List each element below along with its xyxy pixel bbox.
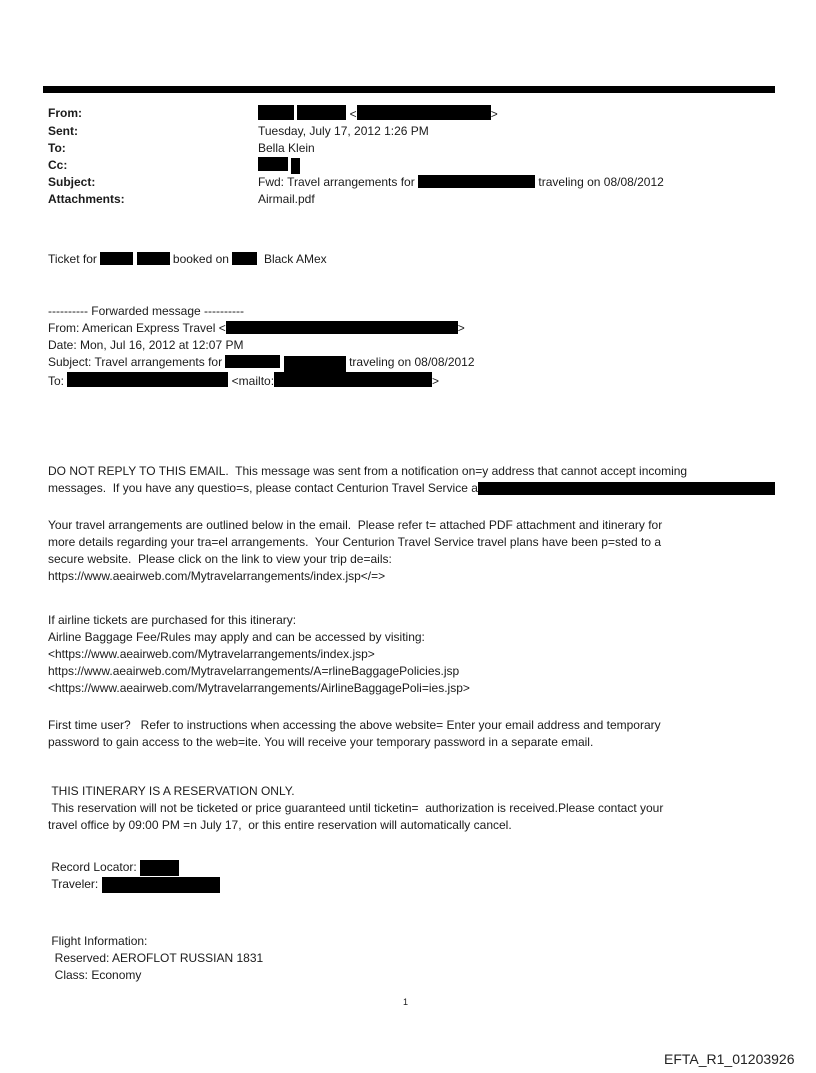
bates-number: EFTA_R1_01203926 [664,1051,795,1067]
text-line [48,372,475,390]
text-run: Reserved: AEROFLOT RUSSIAN 1831 [48,951,264,965]
text-run: Traveler: [48,877,102,891]
header-field-subject [48,174,664,191]
text-run: From: American Express Travel < [48,321,226,335]
text-run: This reservation will not be ticketed or price guaranteed until ticketin= authorization is received.Please contact your [48,801,664,815]
text-line [48,646,470,663]
text-line [48,859,220,876]
text-line [48,463,775,480]
text-run: > [457,321,465,335]
text-line [48,568,662,585]
arrangements-paragraph [48,517,662,585]
text-run: travel office by 09:00 PM =n July 17, or this entire reservation will automatically cancel. [48,818,512,832]
header-field-to [48,140,664,157]
text-line [48,629,470,646]
text-line [48,534,662,551]
redaction-bar [284,356,346,372]
text-line [48,967,263,984]
text-run: Date: Mon, Jul 16, 2012 at 12:07 PM [48,338,244,352]
header-field-value [258,105,498,123]
text-run: Flight Information: [48,934,148,948]
text-run: If airline tickets are purchased for this itinerary: [48,613,297,627]
header-field-value [258,174,664,191]
flight-information-block [48,933,263,984]
text-run: Black AMex [257,252,327,266]
text-line [48,800,663,817]
text-line [48,876,220,893]
text-line [48,933,263,950]
redaction-bar [297,105,346,120]
redaction-bar [226,321,458,334]
text-line [48,950,263,967]
text-line [48,734,661,751]
header-field-label: Sent: [48,124,78,138]
text-run: Airline Baggage Fee/Rules may apply and can be accessed by visiting: [48,630,425,644]
redaction-bar [100,252,133,265]
text-run: Airmail.pdf [258,192,315,206]
header-field-cc [48,157,664,174]
text-run: Class: Economy [48,968,142,982]
text-run: messages. If you have any questio=s, please contact Centurion Travel Service a [48,481,478,495]
text-line [48,354,475,372]
text-run: Ticket for [48,252,101,266]
redaction-bar [274,372,432,387]
redaction-bar [232,252,257,265]
text-run: Subject: Travel arrangements for [48,355,226,369]
text-run: https://www.aeairweb.com/Mytravelarrangements/A=rlineBaggagePolicies.jsp [48,664,460,678]
ticket-note [48,251,327,268]
text-run: To: [48,374,68,388]
text-run: < [346,107,357,121]
email-header [48,105,664,208]
redaction-bar [478,482,775,495]
text-run: booked on [169,252,233,266]
text-run: Bella Klein [258,141,315,155]
text-run: Record Locator: [48,860,141,874]
text-run: password to gain access to the web=ite. You will receive your temporary password in a separate email. [48,735,594,749]
redaction-bar [291,158,300,174]
header-field-label: Subject: [48,175,96,189]
header-field-value [258,191,315,208]
text-run: traveling on 08/08/2012 [535,175,664,189]
record-locator-block [48,859,220,893]
baggage-paragraph [48,612,470,697]
text-run: https://www.aeairweb.com/Mytravelarrangements/index.jsp</=> [48,569,386,583]
header-field-from [48,105,664,123]
text-run: ---------- Forwarded message ---------- [48,304,244,318]
redaction-top-bar [43,86,775,93]
page-number: 1 [403,997,409,1007]
header-field-value [258,157,300,174]
text-run: <https://www.aeairweb.com/Mytravelarrangements/AirlineBaggagePoli=ies.jsp> [48,681,470,695]
header-field-sent [48,123,664,140]
text-run: Fwd: Travel arrangements for [258,175,419,189]
text-line [48,337,475,354]
text-line [48,251,327,268]
text-line [48,717,661,734]
header-field-value [258,123,429,140]
redaction-bar [140,860,179,876]
text-line [48,663,470,680]
forwarded-message-header [48,303,475,390]
reservation-only-paragraph [48,783,663,834]
text-line [48,551,662,568]
text-line [48,817,663,834]
redaction-bar [102,877,220,893]
text-run: THIS ITINERARY IS A RESERVATION ONLY. [48,784,295,798]
text-line [48,480,775,497]
text-line [48,517,662,534]
text-run: <https://www.aeairweb.com/Mytravelarrangements/index.jsp> [48,647,375,661]
text-run: Tuesday, July 17, 2012 1:26 PM [258,124,429,138]
text-run: <mailto: [228,374,275,388]
text-run: DO NOT REPLY TO THIS EMAIL. This message was sent from a notification on=y address that cannot accept incoming [48,464,688,478]
header-field-label: Attachments: [48,192,125,206]
text-run: secure website. Please click on the link to view your trip de=ails: [48,552,392,566]
header-field-label: To: [48,141,66,155]
text-line [48,680,470,697]
text-run: > [490,107,498,121]
header-field-label: From: [48,106,82,120]
text-line [48,612,470,629]
header-field-attachments [48,191,664,208]
redaction-bar [67,372,228,387]
text-run: First time user? Refer to instructions when accessing the above website= Enter your email address and temporary [48,718,661,732]
text-line [48,783,663,800]
text-run: more details regarding your tra=el arrangements. Your Centurion Travel Service travel plans have been p=sted to a [48,535,662,549]
first-time-user-paragraph [48,717,661,751]
do-not-reply-paragraph [48,463,775,497]
text-run: > [432,374,440,388]
text-run: traveling on 08/08/2012 [345,355,475,369]
redaction-bar [357,105,491,120]
redaction-bar [137,252,170,265]
text-line [48,303,475,320]
text-run: Your travel arrangements are outlined below in the email. Please refer t= attached PDF attachment and itinerary for [48,518,663,532]
header-field-label: Cc: [48,158,68,172]
header-field-value [258,140,315,157]
redaction-bar [225,355,280,368]
redaction-bar [258,105,294,120]
redaction-bar [258,157,288,171]
text-line [48,320,475,337]
redaction-bar [418,175,535,188]
